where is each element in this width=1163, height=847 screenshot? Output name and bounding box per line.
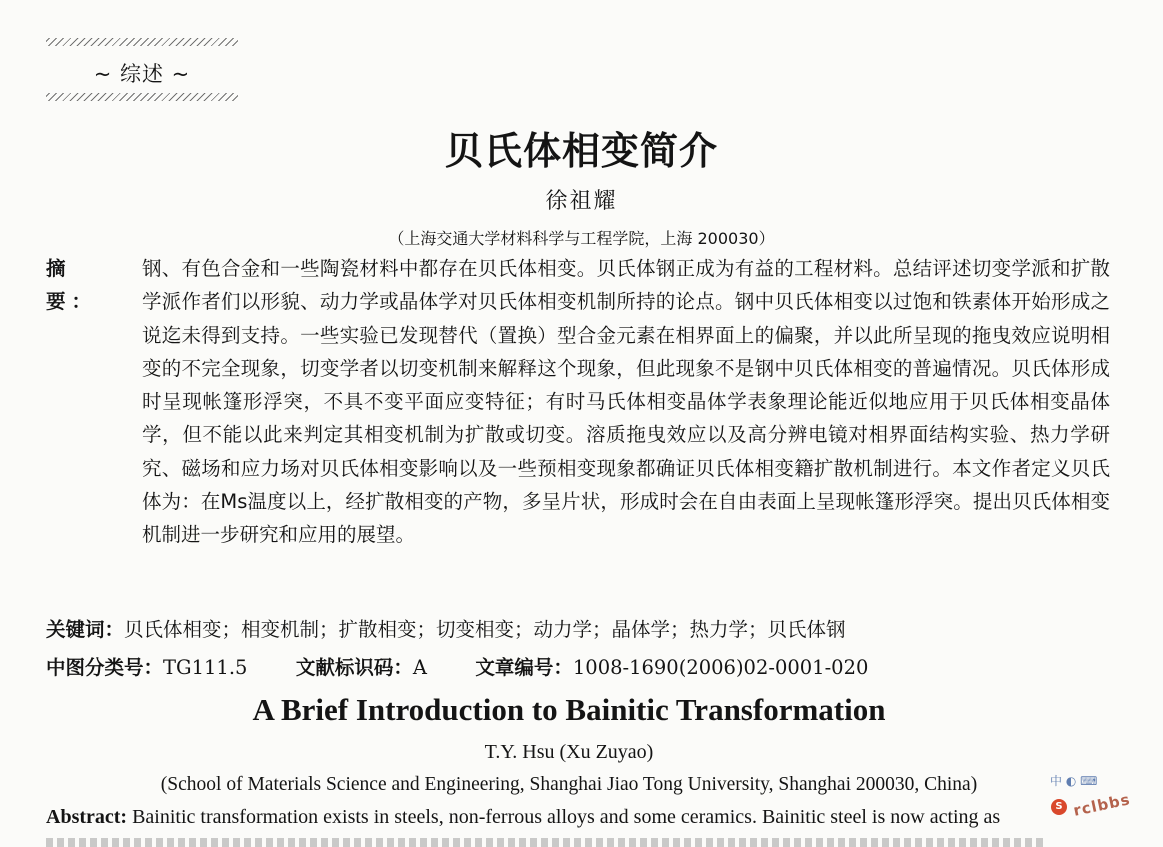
- classification-row: [46, 652, 1110, 680]
- article-number-value: 1008-1690(2006)02-0001-020: [572, 656, 869, 679]
- abstract-en-label: Abstract:: [46, 806, 128, 828]
- watermark-text: rclbbs: [1071, 790, 1133, 820]
- clc-label: 中图分类号：: [46, 656, 164, 679]
- affiliation-cn: （上海交通大学材料科学与工程学院，上海 200030）: [388, 229, 775, 248]
- input-method-indicator[interactable]: 中 ◐ ⌨: [1050, 774, 1098, 788]
- header-zigzag-top: [46, 38, 238, 46]
- keywords-text: 贝氏体相变；相变机制；扩散相变；切变相变；动力学；晶体学；热力学；贝氏体钢: [124, 618, 846, 641]
- doc-code-label: 文献标识码：: [295, 656, 413, 679]
- keywords-label: 关键词：: [46, 618, 125, 641]
- clc-value: TG111.5: [163, 656, 248, 679]
- header-zigzag-bottom: [46, 93, 238, 101]
- doc-code-value: A: [412, 656, 427, 679]
- article-number-label: 文章编号：: [475, 656, 573, 679]
- abstract-en: [46, 806, 1110, 829]
- abstract-cn-label: 摘 要：: [46, 257, 98, 314]
- affiliation-en: (School of Materials Science and Engineering, Shanghai Jiao Tong University, Shanghai 200030, China): [160, 774, 978, 795]
- watermark-logo-icon: S: [1051, 799, 1067, 815]
- abstract-cn-text: 钢、有色合金和一些陶瓷材料中都存在贝氏体相变。贝氏体钢正成为有益的工程材料。总结评述切变学派和扩散学派作者们以形貌、动力学或晶体学对贝氏体相变机制所持的论点。钢中贝氏体相变以过饱和铁素体开始形成之说迄未得到支持。一些实验已发现替代（置换）型合金元素在相界面上的偏聚，并以此所呈现的拖曳效应说明相变的不完全现象，切变学者以切变机制来解释这个现象，但此现象不是钢中贝氏体相变的普遍情况。贝氏体形成时呈现帐篷形浮突，不具不变平面应变特征；有时马氏体相变晶体学表象理论能近似地应用于贝氏体相变晶体学，但不能以此来判定其相变机制为扩散或切变。溶质拖曳效应以及高分辨电镜对相界面结构实验、热力学研究、磁场和应力场对贝氏体相变影响以及一些预相变现象都确证贝氏体相变籍扩散机制进行。本文作者定义贝氏体为：在Ms温度以上，经扩散相变的产物，多呈片状，形成时会在自由表面上呈现帐篷形浮突。提出贝氏体相变机制进一步研究和应用的展望。: [142, 257, 1110, 547]
- author-cn: 徐祖耀: [545, 189, 618, 214]
- paper-title-cn: 贝氏体相变简介: [444, 129, 718, 173]
- abstract-en-text: Bainitic transformation exists in steels, non-ferrous alloys and some ceramics. Bainitic steel is now acting as: [132, 806, 1001, 828]
- watermark: [1045, 792, 1161, 824]
- section-tag: ~ 综述 ~: [93, 62, 191, 86]
- paper-title-en: A Brief Introduction to Bainitic Transformation: [252, 692, 886, 727]
- keywords-row: [46, 614, 1110, 642]
- author-en: T.Y. Hsu (Xu Zuyao): [484, 741, 654, 763]
- abstract-cn: [46, 252, 1110, 552]
- cropped-text-line: [46, 838, 1046, 847]
